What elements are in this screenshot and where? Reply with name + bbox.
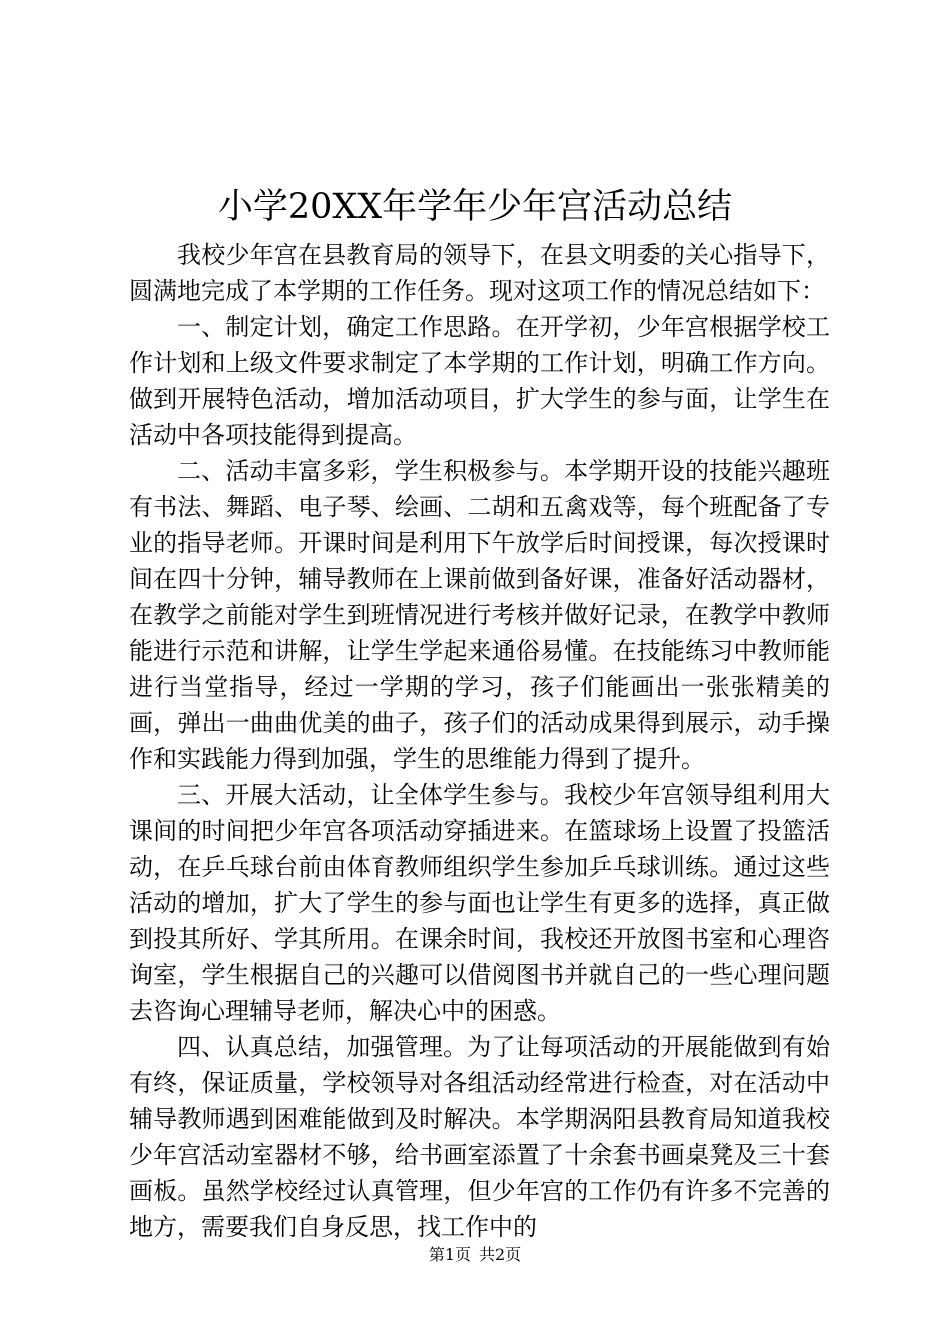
paragraph-section-2: 二、活动丰富多彩，学生积极参与。本学期开设的技能兴趣班有书法、舞蹈、电子琴、绘画、二胡和五禽戏等，每个班配备了专业的指导老师。开课时间是利用下午放学后时间授课，每次授课时间在四十分钟，辅导教师在上课前做到备好课，准备好活动器材，在教学之前能对学生到班情况进行考核并做好记录，在教学中教师能进行示范和讲解，让学生学起来通俗易懂。在技能练习中教师能进行当堂指导，经过一学期的学习，孩子们能画出一张张精美的画，弹出一曲曲优美的曲子，孩子们的活动成果得到展示，动手操作和实践能力得到加强，学生的思维能力得到了提升。: [129, 457, 830, 773]
document-body: [129, 237, 830, 1245]
paragraph-section-4: 四、认真总结，加强管理。为了让每项活动的开展能做到有始有终，保证质量，学校领导对各组活动经常进行检查，对在活动中辅导教师遇到困难能做到及时解决。本学期涡阳县教育局知道我校少年宫活动室器材不够，给书画室添置了十余套书画桌凳及三十套画板。虽然学校经过认真管理，但少年宫的工作仍有许多不完善的地方，需要我们自身反思，找工作中的: [129, 1033, 830, 1241]
page-footer: [0, 1245, 950, 1265]
paragraph-section-1: 一、制定计划，确定工作思路。在开学初，少年宫根据学校工作计划和上级文件要求制定了本学期的工作计划，明确工作方向。做到开展特色活动，增加活动项目，扩大学生的参与面，让学生在活动中各项技能得到提高。: [129, 313, 830, 449]
paragraph-section-3: 三、开展大活动，让全体学生参与。我校少年宫领导组利用大课间的时间把少年宫各项活动穿插进来。在篮球场上设置了投篮活动，在乒乓球台前由体育教师组织学生参加乒乓球训练。通过这些活动的增加，扩大了学生的参与面也让学生有更多的选择，真正做到投其所好、学其所用。在课余时间，我校还开放图书室和心理咨询室，学生根据自己的兴趣可以借阅图书并就自己的一些心理问题去咨询心理辅导老师，解决心中的困惑。: [129, 781, 830, 1025]
page-number: 第1页: [428, 1245, 471, 1264]
page-total: 共2页: [479, 1245, 522, 1264]
document-title: 小学20XX年学年少年宫活动总结: [217, 187, 733, 227]
paragraph-intro: 我校少年宫在县教育局的领导下，在县文明委的关心指导下，圆满地完成了本学期的工作任务。现对这项工作的情况总结如下：: [129, 241, 830, 305]
